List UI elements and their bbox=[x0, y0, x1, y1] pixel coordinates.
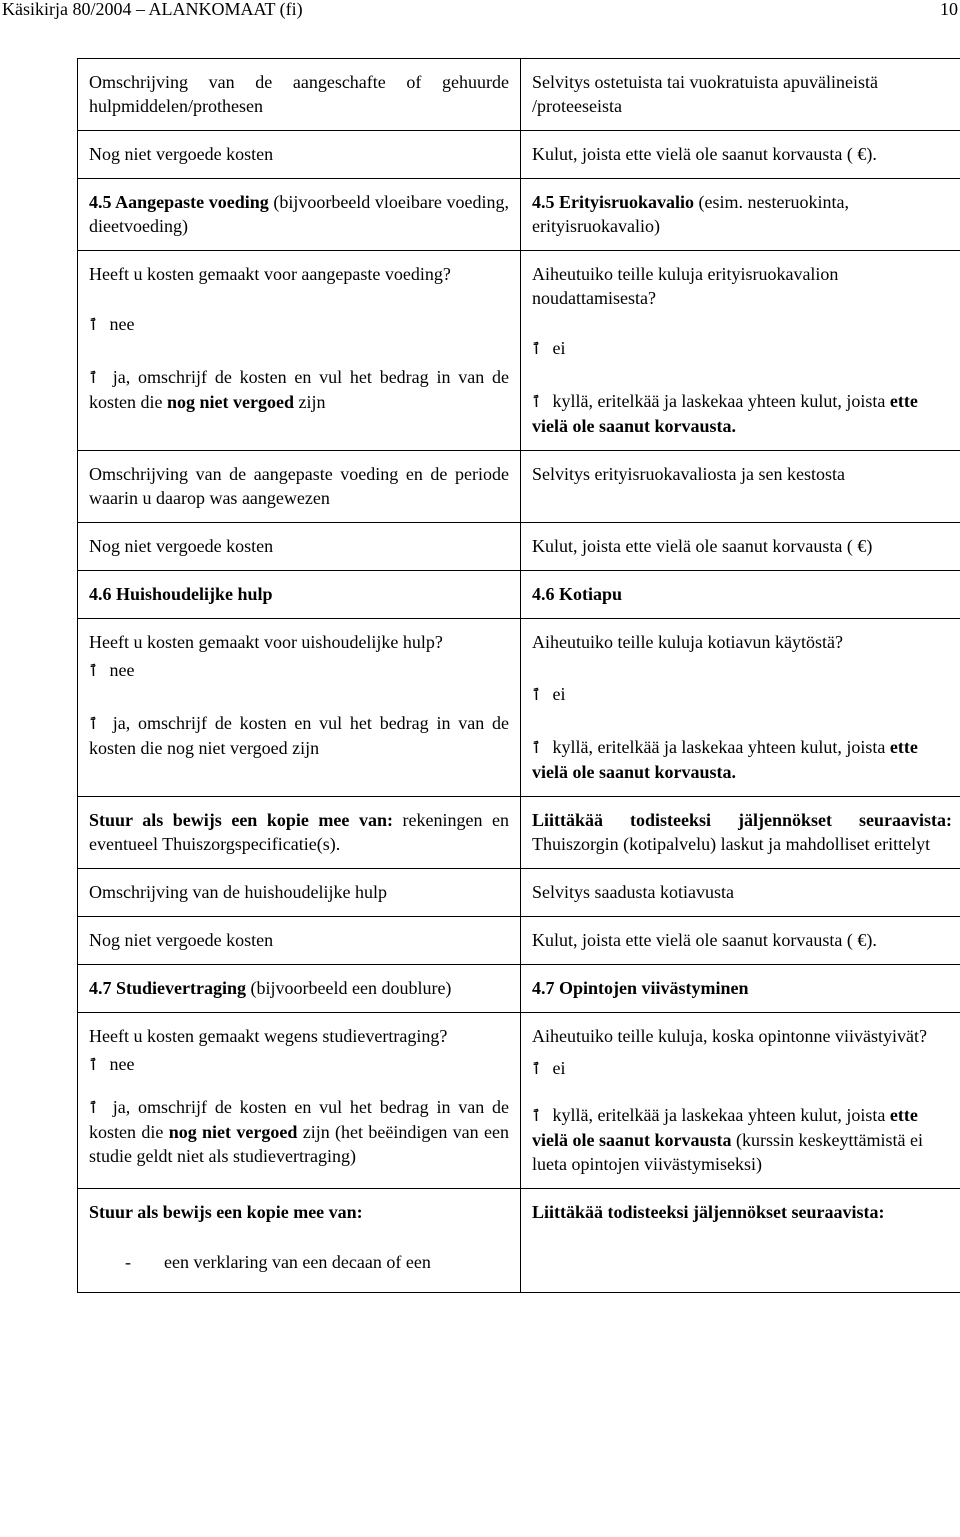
instruction-bold: Liittäkää todisteeksi jäljennökset seuraavista: bbox=[532, 810, 952, 830]
nl-cell bbox=[78, 59, 521, 131]
fi-cell bbox=[521, 179, 960, 251]
option-label-a: ja, omschrijf de kosten en vul het bedrag in van de kosten die bbox=[89, 367, 509, 412]
fi-cell bbox=[521, 1013, 960, 1189]
checkbox-icon[interactable]: ًٱ bbox=[532, 1060, 541, 1078]
fi-diet-description-label: Selvitys erityisruokavaliosta ja sen kestosta bbox=[532, 464, 845, 484]
fi-section-4-7-heading: 4.7 Opintojen viivästyminen bbox=[532, 978, 749, 998]
table-row bbox=[78, 451, 960, 523]
nl-cell bbox=[78, 451, 521, 523]
nl-cell bbox=[78, 131, 521, 179]
fi-unreimbursed-costs-label: Kulut, joista ette vielä ole saanut korvausta ( €). bbox=[532, 144, 877, 164]
option-label: nee bbox=[109, 660, 135, 680]
nl-option-no[interactable] bbox=[89, 658, 509, 683]
table-row bbox=[78, 1013, 960, 1189]
nl-aids-description-label: Omschrijving van de aangeschafte of gehuurde hulpmiddelen/prothesen bbox=[89, 72, 509, 116]
fi-unreimbursed-costs-label: Kulut, joista ette vielä ole saanut korvausta ( €) bbox=[532, 536, 873, 556]
fi-option-no[interactable] bbox=[532, 336, 952, 361]
fi-question: Aiheutuiko teille kuluja, koska opintonne viivästyivät? bbox=[532, 1026, 927, 1046]
section-subtitle: (bijvoorbeeld vloeibare voeding, dieetvoeding) bbox=[89, 192, 509, 236]
checkbox-icon[interactable]: ًٱ bbox=[532, 686, 541, 704]
nl-cell bbox=[78, 571, 521, 619]
fi-section-4-6-heading: 4.6 Kotiapu bbox=[532, 584, 623, 604]
table-row bbox=[78, 523, 960, 571]
fi-cell bbox=[521, 619, 960, 797]
option-label: ei bbox=[552, 338, 566, 358]
fi-section-4-5-heading bbox=[532, 190, 952, 238]
option-label: ei bbox=[552, 1058, 566, 1078]
fi-proof-instructions-heading: Liittäkää todisteeksi jäljennökset seuraavista: bbox=[532, 1202, 885, 1222]
checkbox-icon[interactable]: ًٱ bbox=[89, 316, 98, 334]
fi-cell bbox=[521, 131, 960, 179]
fi-cell bbox=[521, 523, 960, 571]
option-label-c: zijn bbox=[293, 392, 326, 412]
table-row bbox=[78, 917, 960, 965]
bilingual-form-table bbox=[77, 58, 960, 1293]
table-row bbox=[78, 965, 960, 1013]
section-subtitle: (esim. nesteruokinta, erityisruokavalio) bbox=[532, 192, 849, 236]
fi-option-no[interactable] bbox=[532, 1056, 952, 1081]
nl-section-4-6-heading: 4.6 Huishoudelijke hulp bbox=[89, 584, 273, 604]
table-row bbox=[78, 1189, 960, 1293]
nl-diet-description-label: Omschrijving van de aangepaste voeding en de periode waarin u daarop was aangewezen bbox=[89, 464, 509, 508]
table-row bbox=[78, 251, 960, 451]
instruction-rest: rekeningen en eventueel Thuiszorgspecificatie(s). bbox=[89, 810, 509, 854]
fi-cell bbox=[521, 251, 960, 451]
table-row bbox=[78, 797, 960, 869]
nl-household-help-description-label: Omschrijving van de huishoudelijke hulp bbox=[89, 882, 387, 902]
section-number-title: 4.7 Studievertraging bbox=[89, 978, 246, 998]
option-label-bold: nog niet vergoed bbox=[167, 392, 294, 412]
table-row bbox=[78, 59, 960, 131]
fi-unreimbursed-costs-label: Kulut, joista ette vielä ole saanut korvausta ( €). bbox=[532, 930, 877, 950]
nl-option-yes[interactable] bbox=[89, 1095, 509, 1168]
nl-cell bbox=[78, 179, 521, 251]
fi-question: Aiheutuiko teille kuluja erityisruokavalion noudattamisesta? bbox=[532, 264, 839, 308]
fi-proof-instructions bbox=[532, 808, 952, 856]
option-label-bold: nog niet vergoed bbox=[168, 1122, 298, 1142]
nl-cell bbox=[78, 251, 521, 451]
table-row bbox=[78, 179, 960, 251]
fi-cell bbox=[521, 1189, 960, 1293]
checkbox-icon[interactable]: ًٱ bbox=[89, 1056, 98, 1074]
option-label-bold: ette vielä ole saanut korvausta. bbox=[532, 391, 918, 436]
nl-proof-instructions-heading: Stuur als bewijs een kopie mee van: bbox=[89, 1202, 363, 1222]
table-row bbox=[78, 571, 960, 619]
checkbox-icon[interactable]: ًٱ bbox=[89, 369, 98, 387]
page-header bbox=[0, 0, 960, 22]
nl-proof-instructions bbox=[89, 808, 509, 856]
fi-cell bbox=[521, 869, 960, 917]
fi-option-yes[interactable] bbox=[532, 1103, 952, 1176]
table-row bbox=[78, 619, 960, 797]
nl-cell bbox=[78, 619, 521, 797]
checkbox-icon[interactable]: ًٱ bbox=[532, 739, 541, 757]
checkbox-icon[interactable]: ًٱ bbox=[89, 662, 98, 680]
option-label: nee bbox=[109, 1054, 135, 1074]
nl-option-no[interactable] bbox=[89, 312, 509, 337]
instruction-rest: Thuiszorgin (kotipalvelu) laskut ja mahdolliset erittelyt bbox=[532, 834, 931, 854]
section-number-title: 4.5 Aangepaste voeding bbox=[89, 192, 269, 212]
nl-option-yes[interactable] bbox=[89, 365, 509, 414]
nl-cell bbox=[78, 1189, 521, 1293]
list-dash: - bbox=[125, 1252, 131, 1272]
fi-option-yes[interactable] bbox=[532, 389, 952, 438]
instruction-bold: Stuur als bewijs een kopie mee van: bbox=[89, 810, 393, 830]
option-label-a: kyllä, eritelkää ja laskekaa yhteen kulut, joista bbox=[552, 1105, 890, 1125]
nl-section-4-7-heading bbox=[89, 976, 509, 1000]
fi-question: Aiheutuiko teille kuluja kotiavun käytöstä? bbox=[532, 632, 843, 652]
checkbox-icon[interactable]: ًٱ bbox=[89, 1099, 98, 1117]
list-item-text: een verklaring van een decaan of een bbox=[164, 1252, 431, 1272]
nl-question: Heeft u kosten gemaakt voor aangepaste voeding? bbox=[89, 264, 451, 284]
nl-unreimbursed-costs-label: Nog niet vergoede kosten bbox=[89, 144, 274, 164]
table-row bbox=[78, 869, 960, 917]
section-subtitle: (bijvoorbeeld een doublure) bbox=[246, 978, 452, 998]
nl-unreimbursed-costs-label: Nog niet vergoede kosten bbox=[89, 536, 274, 556]
checkbox-icon[interactable]: ًٱ bbox=[532, 393, 541, 411]
option-label: nee bbox=[109, 314, 135, 334]
fi-option-no[interactable] bbox=[532, 682, 952, 707]
option-label-c: zijn (het beëindigen van een studie geldt niet als studievertraging) bbox=[89, 1122, 509, 1166]
option-label-a: kyllä, eritelkää ja laskekaa yhteen kulut, joista bbox=[552, 737, 890, 757]
nl-cell bbox=[78, 797, 521, 869]
nl-cell bbox=[78, 1013, 521, 1189]
fi-cell bbox=[521, 797, 960, 869]
fi-cell bbox=[521, 451, 960, 523]
fi-option-yes[interactable] bbox=[532, 735, 952, 784]
checkbox-icon[interactable]: ًٱ bbox=[532, 1107, 541, 1125]
nl-unreimbursed-costs-label: Nog niet vergoede kosten bbox=[89, 930, 274, 950]
nl-cell bbox=[78, 869, 521, 917]
option-label-c: (kurssin keskeyttämistä ei lueta opintojen viivästymiseksi) bbox=[532, 1130, 923, 1174]
checkbox-icon[interactable]: ًٱ bbox=[89, 715, 98, 733]
nl-cell bbox=[78, 965, 521, 1013]
document-title: Käsikirja 80/2004 – ALANKOMAAT (fi) bbox=[2, 0, 303, 19]
nl-cell bbox=[78, 523, 521, 571]
nl-option-no[interactable] bbox=[89, 1052, 509, 1077]
option-label: ei bbox=[552, 684, 566, 704]
option-label-a: ja, omschrijf de kosten en vul het bedrag in van de kosten die bbox=[89, 1097, 509, 1142]
option-label: ja, omschrijf de kosten en vul het bedrag in van de kosten die nog niet vergoed zijn bbox=[89, 713, 509, 758]
table-row bbox=[78, 131, 960, 179]
fi-cell bbox=[521, 917, 960, 965]
checkbox-icon[interactable]: ًٱ bbox=[532, 340, 541, 358]
nl-question: Heeft u kosten gemaakt voor uishoudelijke hulp? bbox=[89, 632, 443, 652]
nl-cell bbox=[78, 917, 521, 965]
nl-question: Heeft u kosten gemaakt wegens studievertraging? bbox=[89, 1026, 448, 1046]
option-label-bold: ette vielä ole saanut korvausta bbox=[532, 1105, 918, 1150]
fi-aids-description-label: Selvitys ostetuista tai vuokratuista apuvälineistä /proteeseista bbox=[532, 72, 878, 116]
fi-cell bbox=[521, 571, 960, 619]
section-number-title: 4.5 Erityisruokavalio bbox=[532, 192, 695, 212]
fi-cell bbox=[521, 965, 960, 1013]
fi-cell bbox=[521, 59, 960, 131]
nl-proof-list-item bbox=[89, 1250, 509, 1274]
page-number: 10 bbox=[940, 0, 958, 19]
option-label-a: kyllä, eritelkää ja laskekaa yhteen kulut, joista bbox=[552, 391, 890, 411]
option-label-bold: ette vielä ole saanut korvausta. bbox=[532, 737, 918, 782]
nl-option-yes[interactable] bbox=[89, 711, 509, 760]
nl-section-4-5-heading bbox=[89, 190, 509, 238]
fi-household-help-description-label: Selvitys saadusta kotiavusta bbox=[532, 882, 734, 902]
